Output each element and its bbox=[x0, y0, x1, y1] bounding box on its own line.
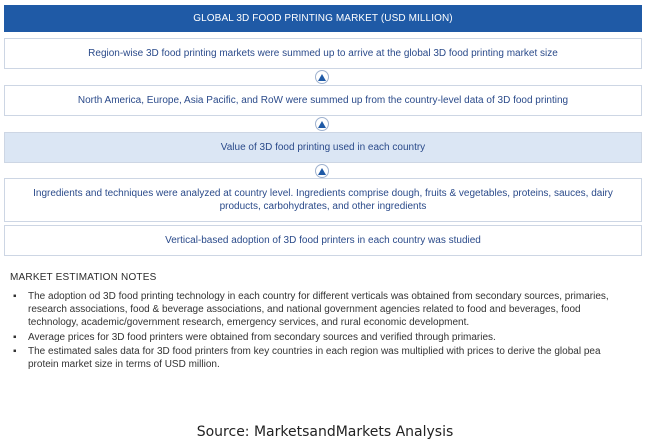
step-country-value: Value of 3D food printing used in each country bbox=[4, 132, 642, 163]
diagram-title: GLOBAL 3D FOOD PRINTING MARKET (USD MILLION) bbox=[4, 5, 642, 32]
note-text: Average prices for 3D food printers were obtained from secondary sources and verified through primaries. bbox=[28, 331, 496, 343]
triangle-up-icon bbox=[315, 70, 329, 84]
list-item bbox=[10, 345, 630, 371]
triangle-up-icon bbox=[315, 117, 329, 131]
step-region-sum: North America, Europe, Asia Pacific, and RoW were summed up from the country-level data of 3D food printing bbox=[4, 85, 642, 116]
triangle-up-icon bbox=[315, 164, 329, 178]
source-caption: Source: MarketsandMarkets Analysis bbox=[196, 424, 454, 440]
step-vertical-adoption: Vertical-based adoption of 3D food printers in each country was studied bbox=[4, 225, 642, 256]
note-text: The adoption od 3D food printing technology in each country for different verticals was obtained from secondary sources, primaries, research associations, food & beverage associations, and national government agencies related to food and beverages, food technology, academic/government research, emergency services, and rural economic development. bbox=[28, 291, 609, 329]
list-item bbox=[10, 331, 630, 344]
note-text: The estimated sales data for 3D food printers from key countries in each region was multiplied with prices to derive the global pea protein market size in terms of USD million. bbox=[28, 345, 601, 371]
bullet-icon: ▪ bbox=[13, 331, 17, 343]
bullet-icon: ▪ bbox=[13, 291, 17, 302]
bullet-icon: ▪ bbox=[13, 345, 17, 357]
list-item bbox=[10, 290, 630, 330]
notes-title: MARKET ESTIMATION NOTES bbox=[10, 272, 157, 283]
notes-list bbox=[10, 290, 630, 372]
step-ingredients-analysis: Ingredients and techniques were analyzed at country level. Ingredients comprise dough, fruits & vegetables, proteins, sauces, dairy products, carbohydrates, and other ingredients bbox=[4, 178, 642, 222]
step-global-sum: Region-wise 3D food printing markets were summed up to arrive at the global 3D food printing market size bbox=[4, 38, 642, 69]
